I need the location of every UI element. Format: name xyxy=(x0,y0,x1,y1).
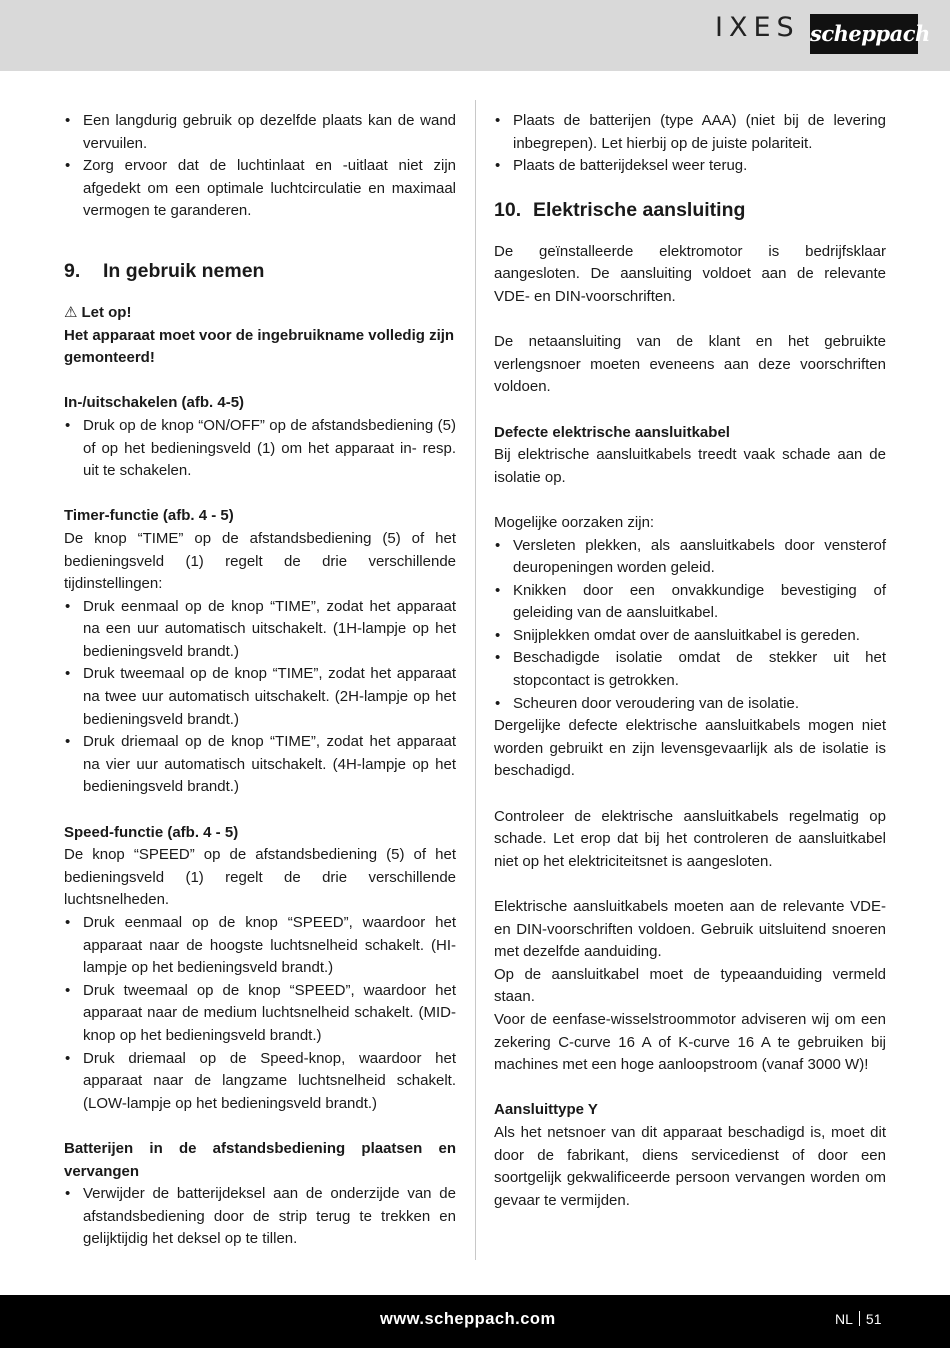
cable-heading: Defecte elektrische aansluitkabel xyxy=(494,423,730,441)
column-divider xyxy=(475,100,476,1260)
paragraph: Op de aansluitkabel moet de typeaanduiding vermeld staan. xyxy=(494,965,886,1006)
battery-bullet-list-continued xyxy=(494,110,886,178)
speed-heading: Speed-functie (afb. 4 - 5) xyxy=(64,823,239,841)
warning-text: Het apparaat moet voor de ingebruikname volledig zijn gemonteerd! xyxy=(64,326,455,367)
list-item: • Druk op de knop “ON/OFF” op de afstandsbediening (5) of op het bedieningsveld (1) om het apparaat in- resp. uit te schakelen. xyxy=(64,415,456,483)
warning-label-line xyxy=(64,302,456,325)
list-item: • Zorg ervoor dat de luchtinlaat en -uitlaat niet zijn afgedekt om een optimale luchtcirculatie en maximaal vermogen te garanderen. xyxy=(64,155,456,223)
intro-bullet-list xyxy=(64,110,456,223)
battery-bullet-list xyxy=(64,1183,456,1251)
list-item: • Versleten plekken, als aansluitkabels door vensterof deuropeningen worden geleid. xyxy=(494,535,886,580)
battery-heading: Batterijen in de afstandsbediening plaatsen en vervangen xyxy=(64,1139,456,1180)
paragraph: Voor de eenfase-wisselstroommotor adviseren wij om een zekering C-curve 16 A of K-curve 16 A te gebruiken bij machines met een hoge aanloopstroom (vanaf 3000 W)! xyxy=(494,1010,886,1074)
section-title: Elektrische aansluiting xyxy=(533,198,746,221)
language-code: NL xyxy=(835,1311,853,1327)
warning-label: Let op! xyxy=(81,303,132,321)
page-indicator xyxy=(835,1308,881,1330)
separator xyxy=(859,1311,860,1326)
list-item: • Beschadigde isolatie omdat de stekker uit het stopcontact is getrokken. xyxy=(494,647,886,692)
paragraph: De netaansluiting van de klant en het gebruikte verlengsnoer moeten eveneens aan deze voorschriften voldoen. xyxy=(494,333,886,396)
paragraph: Controleer de elektrische aansluitkabels regelmatig op schade. Let erop dat bij het controleren de aansluitkabel niet op het elektriciteitsnet is aangesloten. xyxy=(494,807,886,870)
timer-heading: Timer-functie (afb. 4 - 5) xyxy=(64,507,234,525)
switch-bullet-list xyxy=(64,415,456,483)
section-heading-10 xyxy=(494,196,886,224)
list-item: • Druk driemaal op de knop “TIME”, zodat het apparaat na vier uur automatisch uitschakelt. (4H-lampje op het bedieningsveld brandt.) xyxy=(64,731,456,799)
section-heading-9 xyxy=(64,257,456,285)
list-item: • Scheuren door veroudering van de isolatie. xyxy=(494,693,886,716)
list-item: • Druk tweemaal op de knop “TIME”, zodat het apparaat na twee uur automatisch uitschakelt. (2H-lampje op het bedieningsveld brandt.) xyxy=(64,663,456,731)
paragraph: Dergelijke defecte elektrische aansluitkabels mogen niet worden gebruikt en zijn levensgevaarlijk als de isolatie is beschadigd. xyxy=(494,717,886,780)
scheppach-logo: scheppach xyxy=(810,14,918,54)
right-column xyxy=(494,110,886,1212)
list-item: • Knikken door een onvakkundige bevestiging of geleiding van de aansluitkabel. xyxy=(494,580,886,625)
list-item: • Druk driemaal op de Speed-knop, waardoor het apparaat naar de langzame luchtsnelheid schakelt. (LOW-lampje op het bedieningsveld brandt.) xyxy=(64,1048,456,1116)
list-item: • Snijplekken omdat over de aansluitkabel is gereden. xyxy=(494,625,886,648)
switch-heading: In-/uitschakelen (afb. 4-5) xyxy=(64,394,245,412)
page-number: 51 xyxy=(865,1311,882,1327)
ixes-logo: IXES xyxy=(715,12,800,43)
list-item: • Druk tweemaal op de knop “SPEED”, waardoor het apparaat naar de medium luchtsnelheid schakelt. (MID-knop op het bedieningsveld brandt.) xyxy=(64,980,456,1048)
section-number: 10. xyxy=(494,198,522,221)
list-item: • Verwijder de batterijdeksel aan de onderzijde van de afstandsbediening door de strip terug te trekken en gelijktijdig het deksel op te tillen. xyxy=(64,1183,456,1251)
paragraph: Bij elektrische aansluitkabels treedt vaak schade aan de isolatie op. xyxy=(494,446,886,486)
list-item: • Plaats de batterijdeksel weer terug. xyxy=(494,155,886,178)
list-item: • Een langdurig gebruik op dezelfde plaats kan de wand vervuilen. xyxy=(64,110,456,155)
paragraph: Elektrische aansluitkabels moeten aan de relevante VDE- en DIN-voorschriften voldoen. Gebruik uitsluitend snoeren met dezelfde aanduiding. xyxy=(494,898,886,961)
timer-bullet-list xyxy=(64,596,456,799)
section-title: In gebruik nemen xyxy=(103,259,265,282)
section-number: 9. xyxy=(64,259,81,282)
header-band xyxy=(0,0,950,71)
left-column xyxy=(64,110,456,1251)
warning-triangle-icon: ⚠ xyxy=(64,303,78,321)
list-item: • Druk eenmaal op de knop “SPEED”, waardoor het apparaat naar de hoogste luchtsnelheid schakelt. (HI-lampje op het bedieningsveld brandt.) xyxy=(64,912,456,980)
paragraph: De geïnstalleerde elektromotor is bedrijfsklaar aangesloten. De aansluiting voldoet aan de relevante VDE- en DIN-voorschriften. xyxy=(494,242,886,305)
causes-intro: Mogelijke oorzaken zijn: xyxy=(494,513,655,531)
paragraph: Als het netsnoer van dit apparaat beschadigd is, moet dit door de fabrikant, diens servicedienst of door een soortgelijk gekwalificeerde persoon vervangen worden om gevaar te vermijden. xyxy=(494,1123,886,1209)
speed-intro: De knop “SPEED” op de afstandsbediening (5) of het bedieningsveld (1) regelt de drie verschillende luchtsnelheden. xyxy=(64,846,456,909)
causes-bullet-list xyxy=(494,535,886,716)
y-heading: Aansluittype Y xyxy=(494,1101,598,1119)
timer-intro: De knop “TIME” op de afstandsbediening (5) of het bedieningsveld (1) regelt de drie verschillende tijdinstellingen: xyxy=(64,529,456,593)
speed-bullet-list xyxy=(64,912,456,1115)
list-item: • Druk eenmaal op de knop “TIME”, zodat het apparaat na een uur automatisch uitschakelt. (1H-lampje op het bedieningsveld brandt.) xyxy=(64,596,456,664)
footer-website-link[interactable]: www.scheppach.com xyxy=(380,1310,556,1328)
list-item: • Plaats de batterijen (type AAA) (niet bij de levering inbegrepen). Let hierbij op de juiste polariteit. xyxy=(494,110,886,155)
